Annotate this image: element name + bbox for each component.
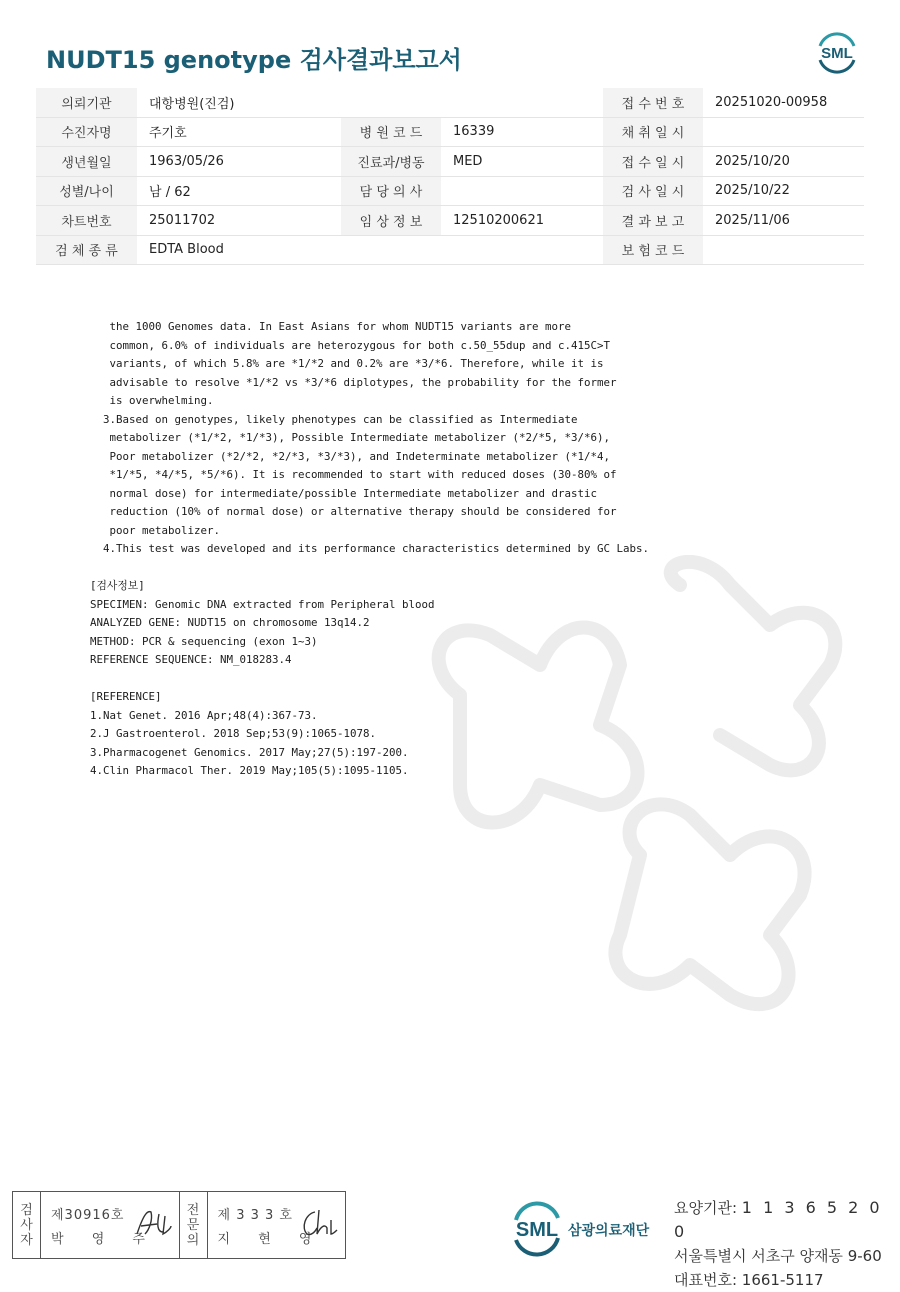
- phone-line: [674, 1268, 900, 1292]
- text-line: 4.Clin Pharmacol Ther. 2019 May;105(5):1095-1105.: [90, 764, 409, 777]
- text-line: the 1000 Genomes data. In East Asians for whom NUDT15 variants are more: [90, 320, 572, 333]
- text-line: [검사정보]: [90, 579, 145, 592]
- text-line: metabolizer (*1/*2, *1/*3), Possible Intermediate metabolizer (*2/*5, *3/*6),: [90, 431, 611, 444]
- info-value: 주기호: [137, 117, 341, 147]
- text-line: 3.Based on genotypes, likely phenotypes can be classified as Intermediate: [90, 412, 578, 426]
- info-row: [36, 176, 864, 206]
- info-key: 검 체 종 류: [36, 235, 137, 265]
- text-line: poor metabolizer.: [90, 523, 221, 537]
- sml-logo: [812, 28, 862, 76]
- text-line: common, 6.0% of individuals are heterozygous for both c.50_55dup and c.415C>T: [90, 338, 611, 352]
- facility-code-line: [674, 1196, 900, 1244]
- info-key: 의뢰기관: [36, 88, 137, 117]
- address: 서울특별시 서초구 양재동 9-60: [674, 1247, 882, 1265]
- text-line: 4.This test was developed and its performance characteristics determined by GC Labs.: [90, 542, 650, 555]
- footer-info: [674, 1196, 900, 1292]
- info-key: 접 수 번 호: [603, 88, 703, 117]
- text-line: *1/*5, *4/*5, *5/*6). It is recommended to start with reduced doses (30-80% of: [90, 468, 617, 481]
- text-line: variants, of which 5.8% are *1/*2 and 0.2% are *3/*6. Therefore, while it is: [90, 357, 604, 370]
- inspector-label: [13, 1192, 41, 1258]
- text-line: 3.Pharmacogenet Genomics. 2017 May;27(5):197-200.: [90, 745, 409, 759]
- info-value: 남 / 62: [137, 176, 341, 206]
- info-value: MED: [441, 147, 603, 177]
- info-key: 담 당 의 사: [341, 176, 441, 206]
- info-value: 1963/05/26: [137, 147, 341, 177]
- footer-sml-logo-text: SML: [515, 1219, 559, 1241]
- phone-label: 대표번호:: [674, 1271, 738, 1289]
- info-key: 검 사 일 시: [603, 176, 703, 206]
- info-value: EDTA Blood: [137, 235, 341, 265]
- text-line: 1.Nat Genet. 2016 Apr;48(4):367-73.: [90, 708, 318, 722]
- info-row: [36, 88, 864, 117]
- info-value: [441, 235, 603, 265]
- info-key: 수진자명: [36, 117, 137, 147]
- blank-line: [90, 670, 649, 689]
- specialist-label-char: 의: [186, 1232, 200, 1248]
- signature-box: [12, 1191, 346, 1259]
- info-row: [36, 117, 864, 147]
- info-key: 진료과/병동: [341, 147, 441, 177]
- info-value: [441, 88, 603, 117]
- inspector-name: 박 영 주: [51, 1232, 157, 1247]
- inspector-cell: [41, 1192, 180, 1258]
- info-key: 생년월일: [36, 147, 137, 177]
- footer-logo: [510, 1200, 660, 1262]
- info-row: [36, 206, 864, 236]
- inspector-license-number: 제30916호: [51, 1208, 125, 1223]
- info-key: 병 원 코 드: [341, 117, 441, 147]
- inspector-label-char: 검: [20, 1202, 33, 1218]
- info-key: 채 취 일 시: [603, 117, 703, 147]
- info-value: [441, 176, 603, 206]
- info-key: 성별/나이: [36, 176, 137, 206]
- info-key: [341, 235, 441, 265]
- inspector-label-char: 사: [20, 1217, 33, 1233]
- info-value: 16339: [441, 117, 603, 147]
- specialist-label-char: 전: [186, 1202, 200, 1218]
- info-key: 임 상 정 보: [341, 206, 441, 236]
- text-line: Poor metabolizer (*2/*2, *2/*3, *3/*3), and Indeterminate metabolizer (*1/*4,: [90, 449, 611, 463]
- sml-logo-text: SML: [821, 45, 853, 62]
- report-title: NUDT15 genotype 검사결과보고서: [46, 46, 462, 74]
- facility-code-label: 요양기관:: [674, 1199, 738, 1217]
- footer-sml-logo: [510, 1200, 660, 1258]
- text-line: ANALYZED GENE: NUDT15 on chromosome 13q14.2: [90, 616, 370, 629]
- info-value: [703, 235, 864, 265]
- info-value: 대항병원(진검): [137, 88, 341, 117]
- info-value: 2025/10/20: [703, 147, 864, 177]
- info-key: [341, 88, 441, 117]
- facility-code-value: 1 1 3 6 5 2 0 0: [674, 1198, 883, 1241]
- text-line: is overwhelming.: [90, 394, 214, 407]
- text-line: SPECIMEN: Genomic DNA extracted from Peripheral blood: [90, 597, 435, 611]
- text-line: normal dose) for intermediate/possible Intermediate metabolizer and drastic: [90, 486, 598, 500]
- info-value: [703, 117, 864, 147]
- specialist-name: 지 현 영: [217, 1232, 324, 1247]
- inspector-signature: [133, 1206, 173, 1240]
- info-value: 20251020-00958: [703, 88, 864, 117]
- info-row: [36, 235, 864, 265]
- specialist-signature: [299, 1206, 339, 1240]
- info-key: 차트번호: [36, 206, 137, 236]
- specialist-cell: [208, 1192, 346, 1258]
- text-line: reduction (10% of normal dose) or alternative therapy should be considered for: [90, 505, 617, 518]
- patient-info-table: [36, 88, 864, 265]
- org-name: 삼광의료재단: [568, 1223, 650, 1239]
- info-key: 결 과 보 고: [603, 206, 703, 236]
- info-value: 25011702: [137, 206, 341, 236]
- text-line: 2.J Gastroenterol. 2018 Sep;53(9):1065-1078.: [90, 727, 377, 740]
- text-line: advisable to resolve *1/*2 vs *3/*6 diplotypes, the probability for the former: [90, 375, 617, 389]
- specialist-license-number: 제 3 3 3 호: [217, 1208, 293, 1223]
- text-line: [REFERENCE]: [90, 690, 162, 703]
- info-value: 2025/10/22: [703, 176, 864, 206]
- report-body-text: [90, 318, 649, 781]
- info-value: 12510200621: [441, 206, 603, 236]
- info-value: 2025/11/06: [703, 206, 864, 236]
- info-row: [36, 147, 864, 177]
- info-key: 접 수 일 시: [603, 147, 703, 177]
- phone-value: 1661-5117: [741, 1271, 824, 1289]
- info-key: 보 험 코 드: [603, 235, 703, 265]
- text-line: REFERENCE SEQUENCE: NM_018283.4: [90, 653, 292, 666]
- specialist-label-char: 문: [186, 1217, 200, 1233]
- text-line: METHOD: PCR & sequencing (exon 1~3): [90, 634, 318, 648]
- specialist-label: [180, 1192, 208, 1258]
- blank-line: [90, 559, 649, 578]
- inspector-label-char: 자: [20, 1232, 33, 1248]
